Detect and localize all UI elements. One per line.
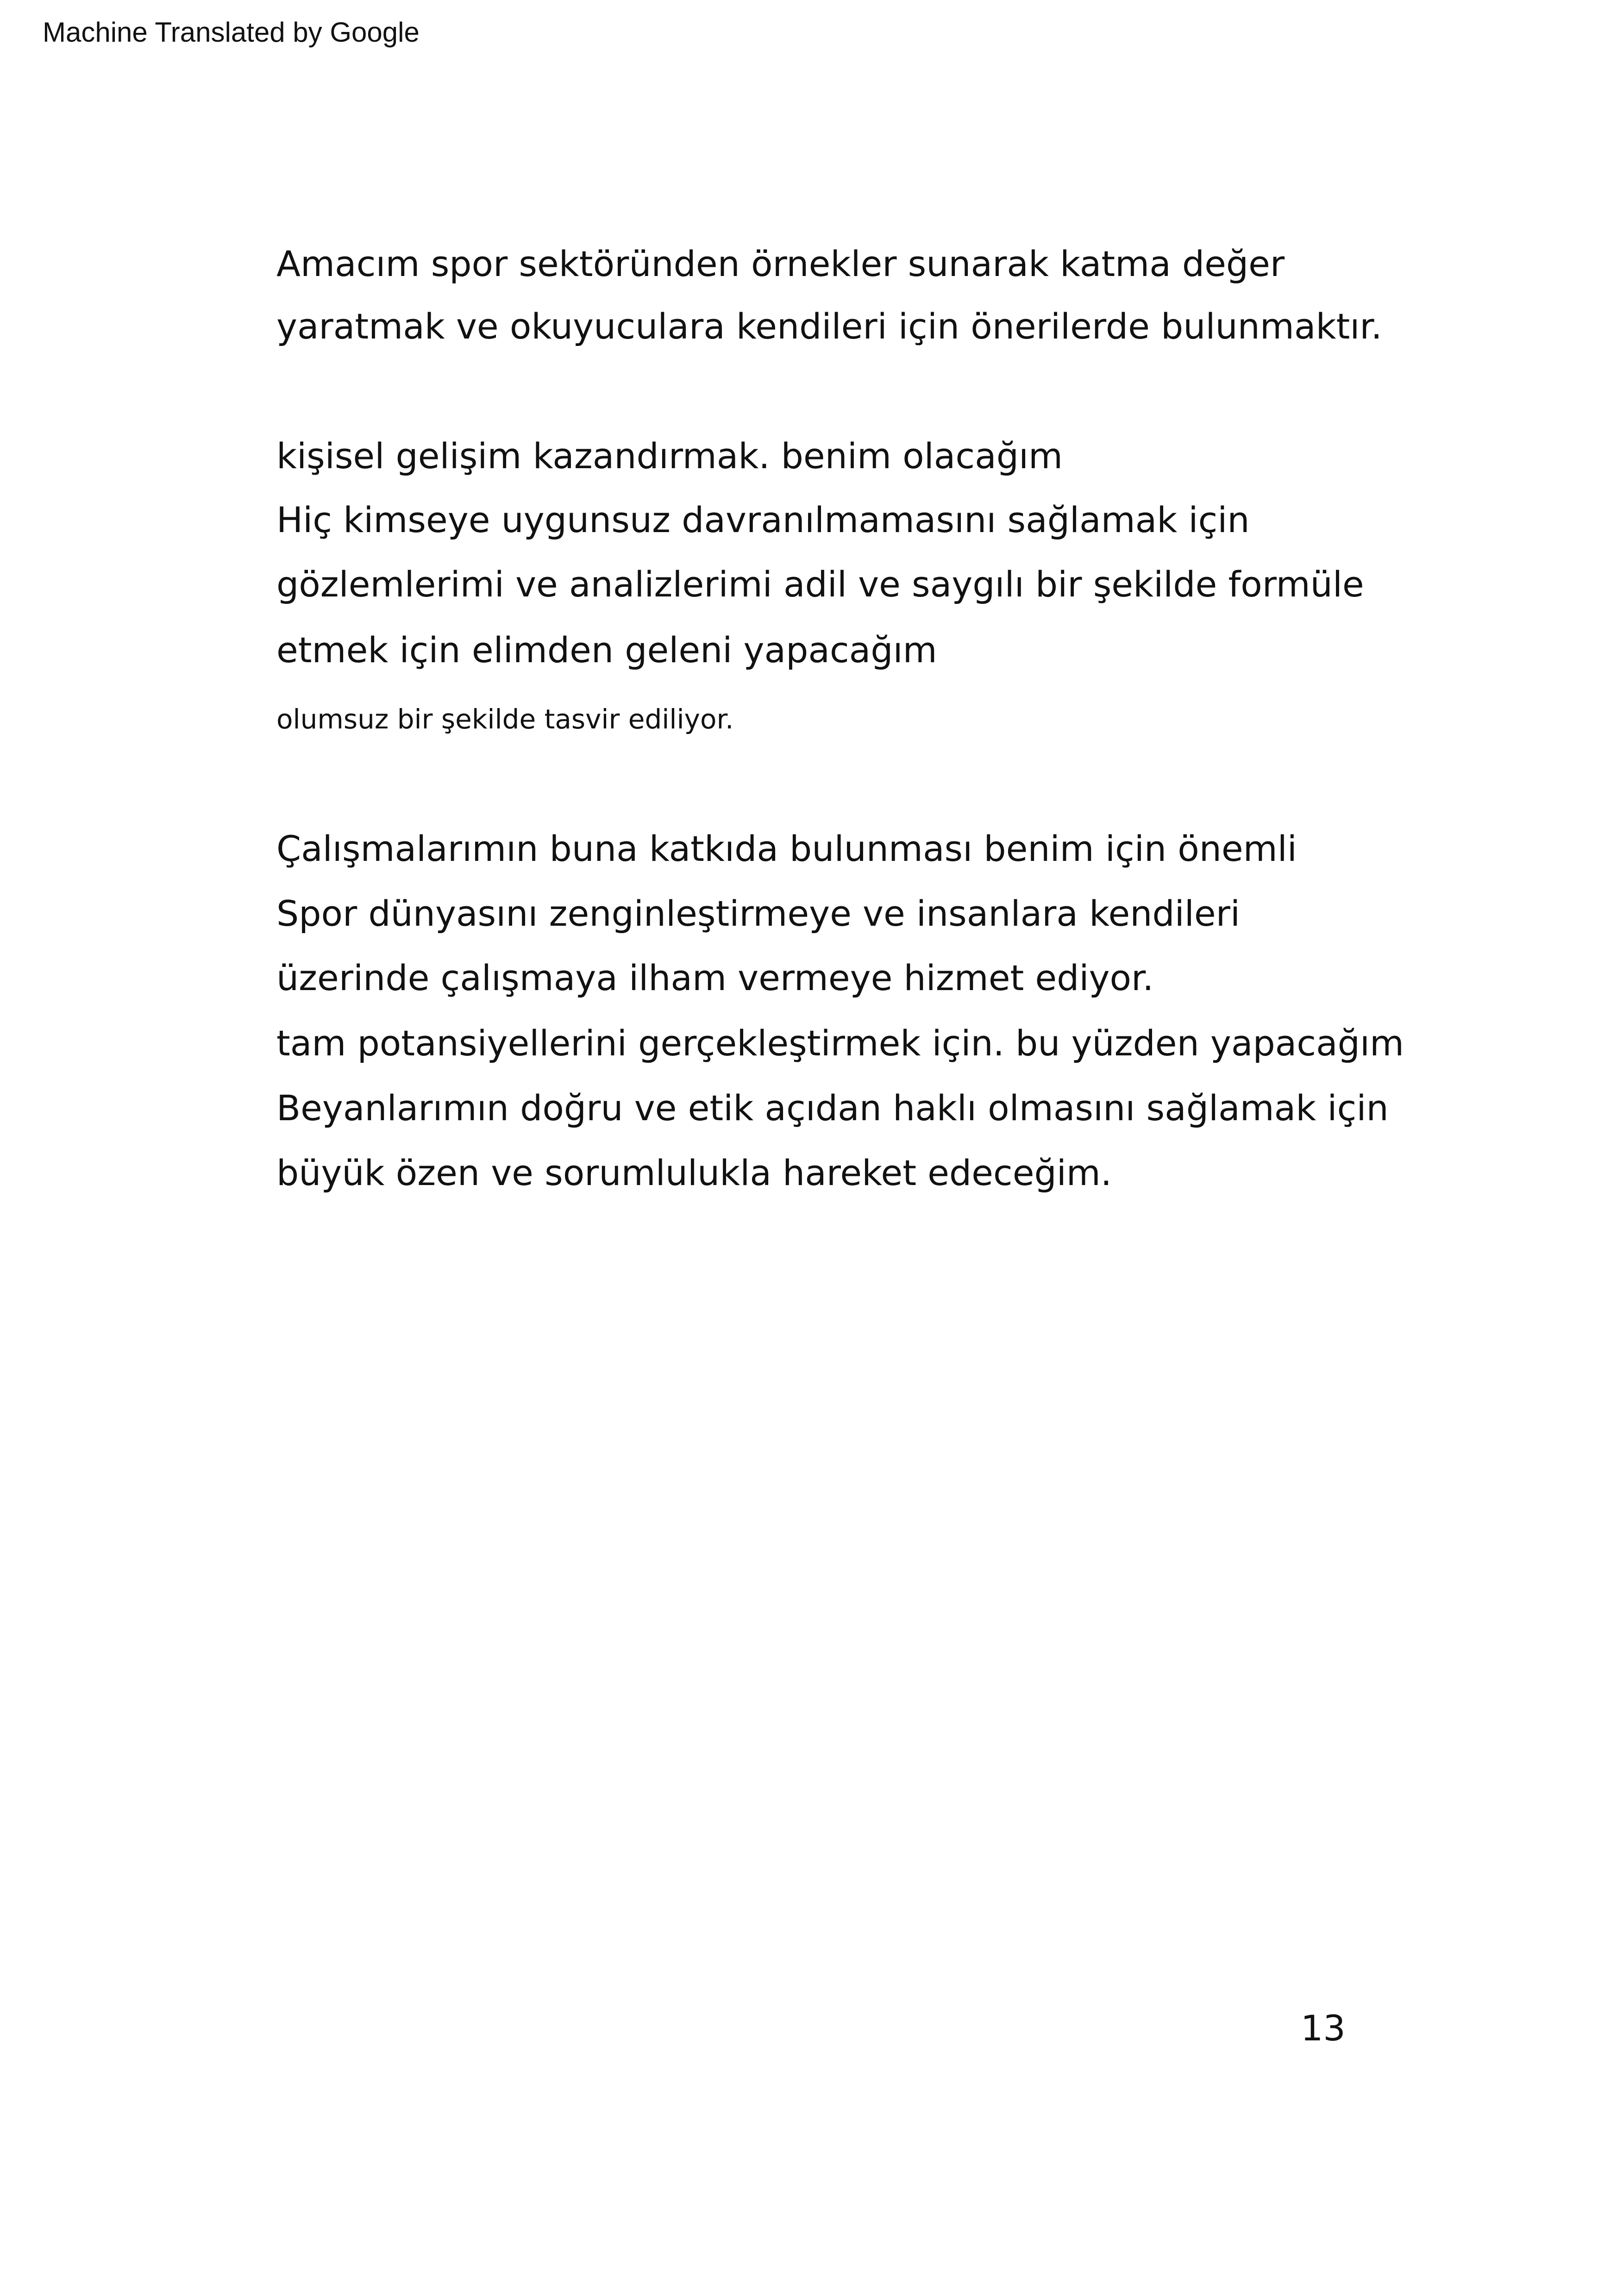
text-line: büyük özen ve sorumlulukla hareket edeceğim. xyxy=(276,1152,1112,1193)
text-line: tam potansiyellerini gerçekleştirmek için. bu yüzden yapacağım xyxy=(276,1023,1404,1064)
text-line: etmek için elimden geleni yapacağım xyxy=(276,629,937,671)
machine-translation-note: Machine Translated by Google xyxy=(43,17,420,48)
text-line: Çalışmalarımın buna katkıda bulunması benim için önemli xyxy=(276,828,1297,869)
text-line: yaratmak ve okuyuculara kendileri için önerilerde bulunmaktır. xyxy=(276,306,1382,347)
text-line: Beyanlarımın doğru ve etik açıdan haklı olmasını sağlamak için xyxy=(276,1087,1389,1129)
text-line-small: olumsuz bir şekilde tasvir ediliyor. xyxy=(276,703,734,735)
text-line: gözlemlerimi ve analizlerimi adil ve saygılı bir şekilde formüle xyxy=(276,564,1364,605)
text-line: Spor dünyasını zenginleştirmeye ve insanlara kendileri xyxy=(276,893,1240,934)
text-line: üzerinde çalışmaya ilham vermeye hizmet ediyor. xyxy=(276,957,1154,998)
page-number: 13 xyxy=(1301,2007,1346,2049)
text-line: kişisel gelişim kazandırmak. benim olacağım xyxy=(276,435,1063,477)
text-line: Hiç kimseye uygunsuz davranılmamasını sağlamak için xyxy=(276,499,1250,540)
text-line: Amacım spor sektöründen örnekler sunarak katma değer xyxy=(276,243,1285,284)
